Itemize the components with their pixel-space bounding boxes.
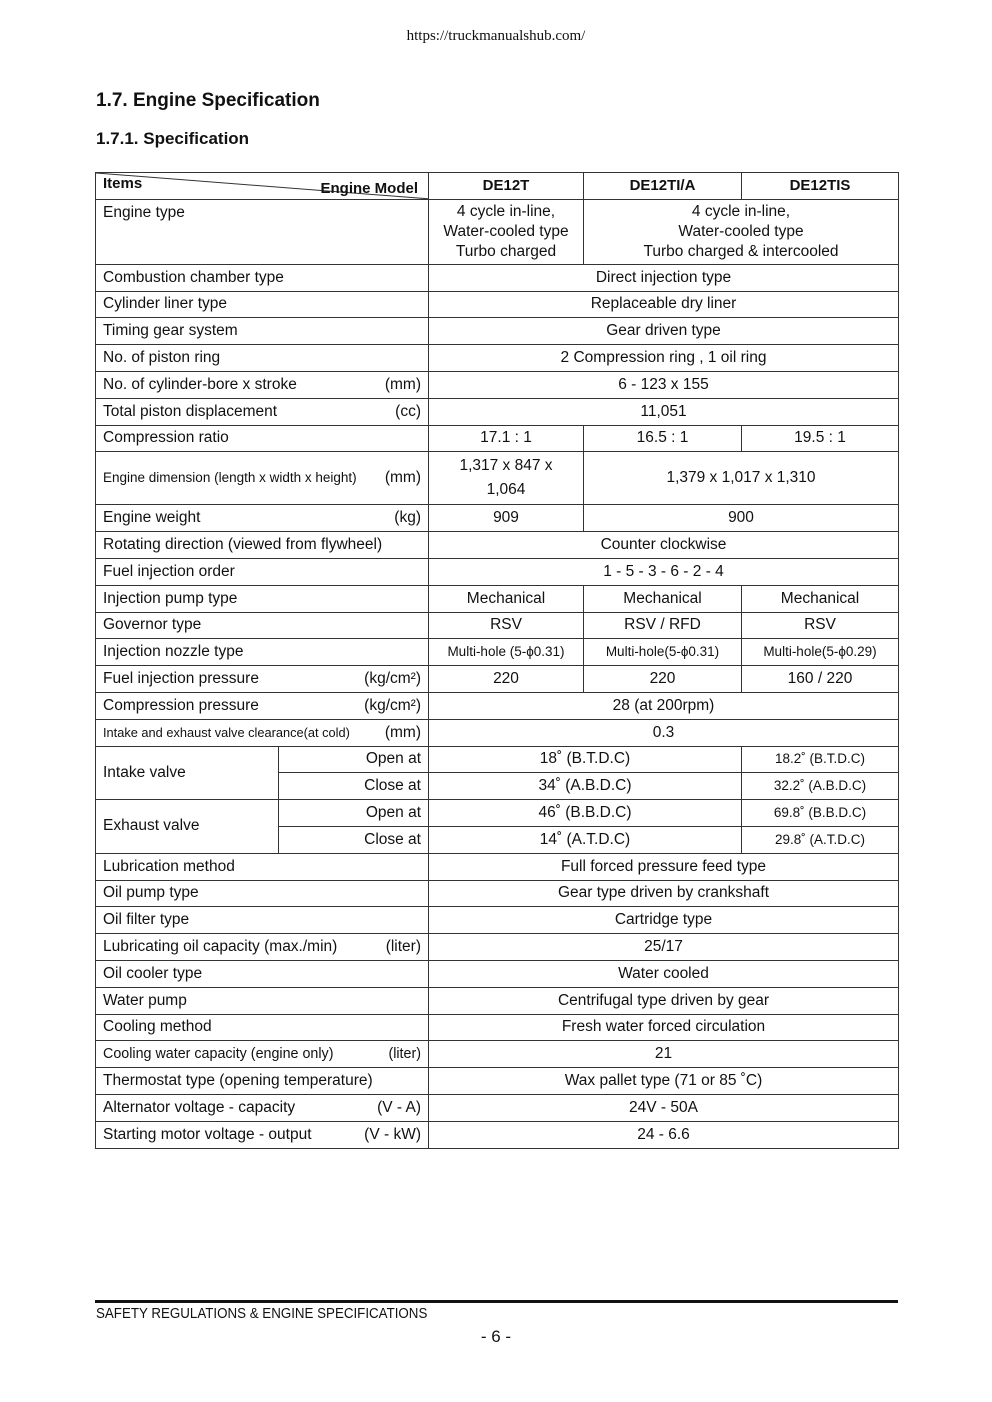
row-value: 2 Compression ring , 1 oil ring [429,345,899,372]
table-row [96,907,899,934]
row-label: Exhaust valve [96,800,279,854]
row-value: 28 (at 200rpm) [429,692,899,719]
row-value: Gear type driven by crankshaft [429,880,899,907]
footer-rule [95,1300,898,1303]
value-line: 4 cycle in-line, [691,202,791,220]
label-unit: (mm) [384,723,421,741]
label-unit: (liter) [385,938,421,956]
row-value: 1 - 5 - 3 - 6 - 2 - 4 [429,558,899,585]
label-unit: (kg/cm²) [364,696,421,714]
row-value: RSV [742,612,899,639]
row-label: Oil filter type [96,907,429,934]
row-label [96,719,429,746]
row-value: Multi-hole (5-ϕ0.31) [429,639,584,666]
label-unit: (kg/cm²) [364,670,421,688]
label-unit: (cc) [395,402,421,420]
label-text: Alternator voltage - capacity [103,1098,296,1116]
row-value: 25/17 [429,934,899,961]
table-row [96,371,899,398]
table-row [96,800,899,827]
row-value: 11,051 [429,398,899,425]
table-row [96,1041,899,1068]
row-label: Water pump [96,987,429,1014]
row-value: 29.8˚ (A.T.D.C) [742,826,899,853]
table-header-row [96,173,899,200]
row-label: Combustion chamber type [96,264,429,291]
label-text: Engine weight [103,509,201,527]
row-value: 17.1 : 1 [429,425,584,452]
table-row [96,1068,899,1095]
label-unit: (kg) [394,509,421,527]
table-row [96,719,899,746]
row-value: 19.5 : 1 [742,425,899,452]
row-label: Injection nozzle type [96,639,429,666]
header-url: https://truckmanualshub.com/ [406,28,586,44]
row-label: Engine type [96,199,429,264]
row-label [96,371,429,398]
row-value: Centrifugal type driven by gear [429,987,899,1014]
row-value: Replaceable dry liner [429,291,899,318]
value-line: 1,317 x 847 x [459,457,553,475]
row-value: 16.5 : 1 [584,425,742,452]
label-unit: (V - kW) [364,1125,421,1143]
row-value: 220 [584,666,742,693]
row-label: Oil cooler type [96,960,429,987]
row-value: 32.2˚ (A.B.D.C) [742,773,899,800]
table-row [96,639,899,666]
table-row [96,585,899,612]
label-text: Engine dimension (length x width x height) [103,470,357,486]
label-text: Total piston displacement [103,402,278,420]
table-row [96,1094,899,1121]
row-label [96,452,429,505]
row-label [96,1041,429,1068]
value-line: 4 cycle in-line, [456,202,556,220]
row-value: 24V - 50A [429,1094,899,1121]
table-row [96,1014,899,1041]
row-label [96,505,429,532]
row-label: Governor type [96,612,429,639]
row-label: No. of piston ring [96,345,429,372]
engine-spec-table [95,172,899,1149]
label-text: Compression pressure [103,696,259,714]
row-value [584,199,899,264]
row-label: Thermostat type (opening temperature) [96,1068,429,1095]
label-unit: (mm) [384,375,421,393]
row-value: Direct injection type [429,264,899,291]
row-sublabel: Open at [279,800,429,827]
row-label [96,934,429,961]
table-row [96,425,899,452]
header-engine-model: Engine Model [320,180,418,197]
row-value: 21 [429,1041,899,1068]
row-value: 0.3 [429,719,899,746]
row-value: Wax pallet type (71 or 85 ˚C) [429,1068,899,1095]
table-row [96,291,899,318]
table-row [96,880,899,907]
row-value: Multi-hole(5-ϕ0.29) [742,639,899,666]
row-value: 14˚ (A.T.D.C) [429,826,742,853]
row-label: Cooling method [96,1014,429,1041]
row-label: Compression ratio [96,425,429,452]
row-value: Mechanical [584,585,742,612]
value-line: Water-cooled type [678,222,804,240]
label-unit: (liter) [388,1046,421,1063]
row-value: 6 - 123 x 155 [429,371,899,398]
row-value: 24 - 6.6 [429,1121,899,1148]
table-row [96,558,899,585]
row-value: 69.8˚ (B.B.D.C) [742,800,899,827]
row-label [96,692,429,719]
model-header-1: DE12T [429,173,584,200]
row-value [429,452,584,505]
row-value: 46˚ (B.B.D.C) [429,800,742,827]
row-value: 34˚ (A.B.D.C) [429,773,742,800]
row-label: Fuel injection order [96,558,429,585]
row-label [96,1094,429,1121]
value-line: Turbo charged [455,242,557,260]
table-row [96,666,899,693]
row-value: 220 [429,666,584,693]
row-value: 160 / 220 [742,666,899,693]
row-label: Timing gear system [96,318,429,345]
label-text: Starting motor voltage - output [103,1125,312,1143]
model-header-2: DE12TI/A [584,173,742,200]
row-value [429,199,584,264]
page-number: - 6 - [480,1327,512,1346]
label-text: No. of cylinder-bore x stroke [103,375,297,393]
header-diagonal-cell [96,173,429,200]
row-label: Rotating direction (viewed from flywheel) [96,532,429,559]
table-row [96,345,899,372]
table-row [96,398,899,425]
table-row [96,987,899,1014]
row-value: Counter clockwise [429,532,899,559]
row-label: Oil pump type [96,880,429,907]
row-label: Cylinder liner type [96,291,429,318]
label-text: Intake and exhaust valve clearance(at cold) [103,724,350,740]
table-row [96,612,899,639]
value-line: 1,064 [486,481,526,499]
row-label [96,666,429,693]
label-text: Fuel injection pressure [103,670,259,688]
label-unit: (V - A) [377,1098,421,1116]
table-row [96,746,899,773]
section-title: 1.7. Engine Specification [96,90,320,111]
label-text: Lubricating oil capacity (max./min) [103,938,338,956]
row-value: Gear driven type [429,318,899,345]
table-row [96,853,899,880]
row-label: Lubrication method [96,853,429,880]
table-row [96,199,899,264]
row-value: 900 [584,505,899,532]
row-value: RSV [429,612,584,639]
table-row [96,452,899,505]
row-value: Fresh water forced circulation [429,1014,899,1041]
value-line: Water-cooled type [443,222,569,240]
row-label: Injection pump type [96,585,429,612]
row-value: RSV / RFD [584,612,742,639]
table-row [96,505,899,532]
table-row [96,692,899,719]
row-value: 1,379 x 1,017 x 1,310 [584,452,899,505]
model-header-3: DE12TIS [742,173,899,200]
table-row [96,318,899,345]
table-row [96,934,899,961]
row-value: 909 [429,505,584,532]
table-row [96,1121,899,1148]
row-value: Multi-hole(5-ϕ0.31) [584,639,742,666]
subsection-title: 1.7.1. Specification [96,129,250,148]
label-unit: (mm) [384,469,421,487]
row-label [96,1121,429,1148]
row-label: Intake valve [96,746,279,800]
table-row [96,264,899,291]
row-sublabel: Close at [279,773,429,800]
row-value: 18.2˚ (B.T.D.C) [742,746,899,773]
row-value: 18˚ (B.T.D.C) [429,746,742,773]
table-row [96,532,899,559]
value-line: Turbo charged & intercooled [643,242,839,260]
row-value: Full forced pressure feed type [429,853,899,880]
row-sublabel: Close at [279,826,429,853]
row-value: Water cooled [429,960,899,987]
row-value: Mechanical [742,585,899,612]
row-sublabel: Open at [279,746,429,773]
row-label [96,398,429,425]
row-value: Mechanical [429,585,584,612]
label-text: Cooling water capacity (engine only) [103,1046,334,1063]
row-value: Cartridge type [429,907,899,934]
footer-title: SAFETY REGULATIONS & ENGINE SPECIFICATIONS [96,1306,428,1322]
header-items: Items [103,174,143,192]
table-row [96,960,899,987]
